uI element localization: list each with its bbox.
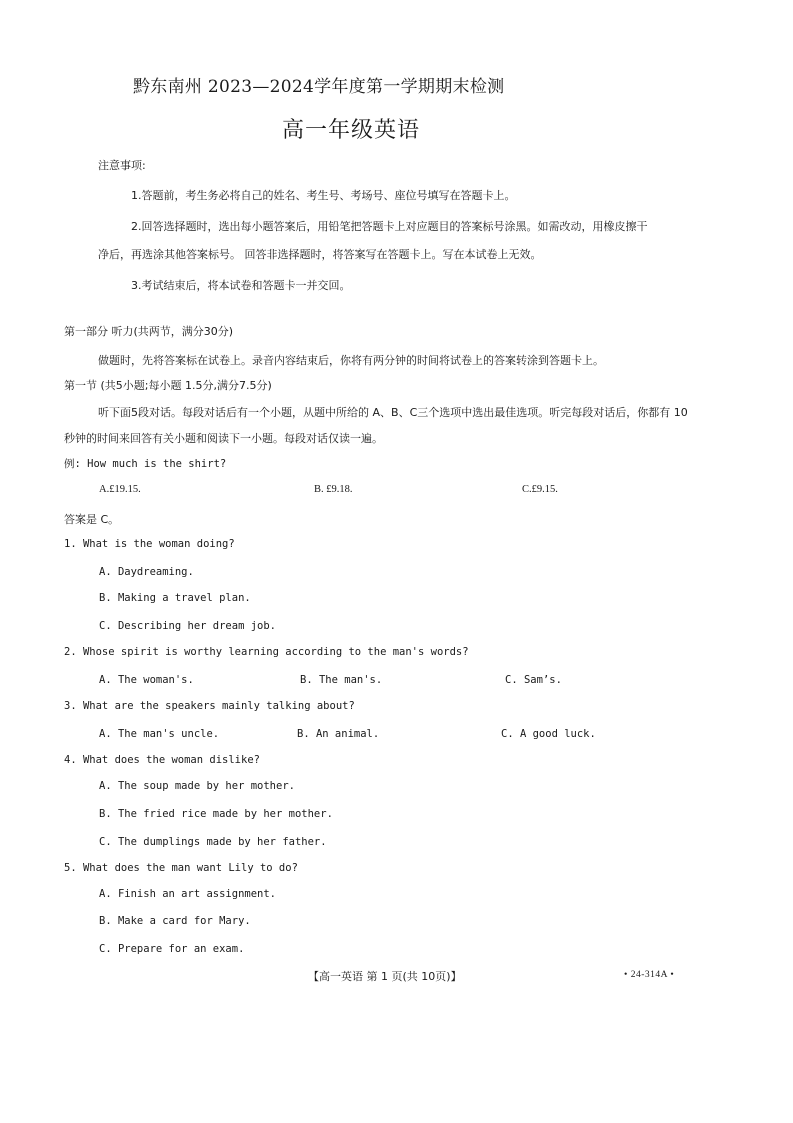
question-3-stem: 3. What are the speakers mainly talking about? xyxy=(64,700,355,712)
question-2-stem: 2. Whose spirit is worthy learning according to the man's words? xyxy=(64,646,469,658)
exam-title: 黔东南州 2023—2024学年度第一学期期末检测 xyxy=(133,77,505,97)
question-2-option-b: B. The man's. xyxy=(300,674,383,686)
question-4-stem: 4. What does the woman dislike? xyxy=(64,754,260,766)
question-5-option-b: B. Make a card for Mary. xyxy=(99,915,251,927)
example-option-c: C.£9.15. xyxy=(522,484,558,495)
exam-code: • 24-314A • xyxy=(624,970,675,980)
question-4-option-b: B. The fried rice made by her mother. xyxy=(99,808,333,820)
question-3-option-c: C. A good luck. xyxy=(501,728,596,740)
question-5-option-a: A. Finish an art assignment. xyxy=(99,888,277,900)
question-3-option-a: A. The man's uncle. xyxy=(99,728,220,740)
section1-heading: 第一节 (共5小题;每小题 1.5分,满分7.5分) xyxy=(64,379,272,392)
question-1-option-c: C. Describing her dream job. xyxy=(99,620,277,632)
notice-item-2-line-1: 2.回答选择题时，选出每小题答案后，用铅笔把答题卡上对应题目的答案标号涂黑。如需改动，用橡皮擦干 xyxy=(131,220,648,233)
question-5-option-c: C. Prepare for an exam. xyxy=(99,943,245,955)
example-option-b: B. £9.18. xyxy=(314,484,353,495)
example-option-a: A.£19.15. xyxy=(99,484,141,495)
question-5-stem: 5. What does the man want Lily to do? xyxy=(64,862,298,874)
part1-instruction: 做题时，先将答案标在试卷上。录音内容结束后，你将有两分钟的时间将试卷上的答案转涂到答题卡上。 xyxy=(98,354,604,367)
question-1-option-b: B. Making a travel plan. xyxy=(99,592,251,604)
subject-title: 高一年级英语 xyxy=(282,118,421,143)
notice-item-3: 3.考试结束后，将本试卷和答题卡一并交回。 xyxy=(131,279,351,292)
question-4-option-c: C. The dumplings made by her father. xyxy=(99,836,327,848)
page-number-label: 【高一英语 第 1 页(共 10页)】 xyxy=(308,970,462,983)
notice-item-1: 1.答题前，考生务必将自己的姓名、考生号、考场号、座位号填写在答题卡上。 xyxy=(131,189,516,202)
question-3-option-b: B. An animal. xyxy=(297,728,380,740)
section1-instruction-line-1: 听下面5段对话。每段对话后有一个小题，从题中所给的 A、B、C三个选项中选出最佳选项。听完每段对话后，你都有 10 xyxy=(98,406,688,419)
question-1-stem: 1. What is the woman doing? xyxy=(64,538,235,550)
notice-item-2-line-2: 净后，再选涂其他答案标号。 回答非选择题时，将答案写在答题卡上。写在本试卷上无效。 xyxy=(98,248,542,261)
question-2-option-c: C. Sam’s. xyxy=(505,674,562,686)
question-4-option-a: A. The soup made by her mother. xyxy=(99,780,295,792)
example-question: 例: How much is the shirt? xyxy=(64,458,227,470)
example-answer: 答案是 C。 xyxy=(64,513,120,526)
notice-heading: 注意事项: xyxy=(98,159,146,172)
question-2-option-a: A. The woman's. xyxy=(99,674,194,686)
question-1-option-a: A. Daydreaming. xyxy=(99,566,194,578)
section1-instruction-line-2: 秒钟的时间来回答有关小题和阅读下一小题。每段对话仅读一遍。 xyxy=(64,432,383,445)
part1-heading: 第一部分 听力(共两节，满分30分) xyxy=(64,325,234,338)
